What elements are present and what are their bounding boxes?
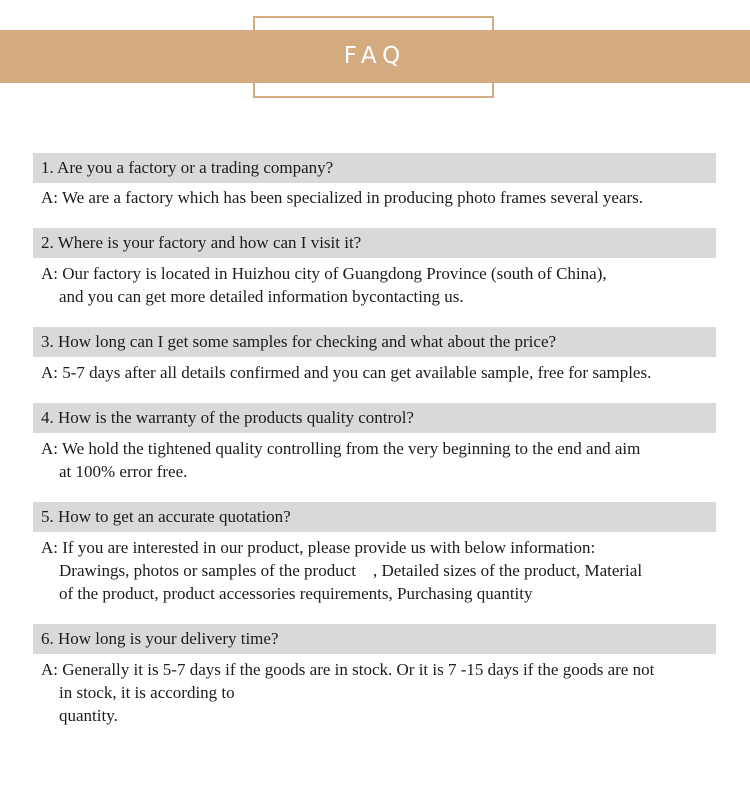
answer-line: A: Our factory is located in Huizhou city of Guangdong Province (south of China), — [41, 264, 607, 283]
answer-line: and you can get more detailed information bycontacting us. — [59, 287, 464, 306]
faq-question-2: 2. Where is your factory and how can I visit it? — [33, 228, 716, 258]
answer-line: at 100% error free. — [59, 462, 188, 481]
page-title: FAQ — [343, 43, 407, 69]
banner-frame-bottom — [253, 83, 494, 98]
answer-line: A: If you are interested in our product, please provide us with below information: — [41, 538, 596, 557]
faq-answer-6 — [41, 658, 716, 727]
faq-answer-5 — [41, 536, 716, 605]
faq-question-6: 6. How long is your delivery time? — [33, 624, 716, 654]
answer-line: Drawings, photos or samples of the product , Detailed sizes of the product, Material — [59, 561, 643, 580]
answer-line: A: Generally it is 5-7 days if the goods are in stock. Or it is 7 -15 days if the goods are not — [41, 660, 655, 679]
faq-answer-1 — [41, 186, 716, 209]
answer-line: quantity. — [59, 706, 118, 725]
answer-line: of the product, product accessories requirements, Purchasing quantity — [59, 584, 533, 603]
answer-line: A: We hold the tightened quality controlling from the very beginning to the end and aim — [41, 439, 641, 458]
faq-question-1: 1. Are you a factory or a trading company? — [33, 153, 716, 183]
banner-frame-top — [253, 16, 494, 30]
faq-answer-2 — [41, 262, 716, 308]
faq-question-3: 3. How long can I get some samples for checking and what about the price? — [33, 327, 716, 357]
faq-answer-3 — [41, 361, 716, 384]
faq-question-4: 4. How is the warranty of the products quality control? — [33, 403, 716, 433]
answer-line: A: 5-7 days after all details confirmed and you can get available sample, free for samples. — [41, 363, 652, 382]
answer-line: A: We are a factory which has been specialized in producing photo frames several years. — [41, 188, 644, 207]
faq-answer-4 — [41, 437, 716, 483]
faq-question-5: 5. How to get an accurate quotation? — [33, 502, 716, 532]
answer-line: in stock, it is according to — [59, 683, 235, 702]
